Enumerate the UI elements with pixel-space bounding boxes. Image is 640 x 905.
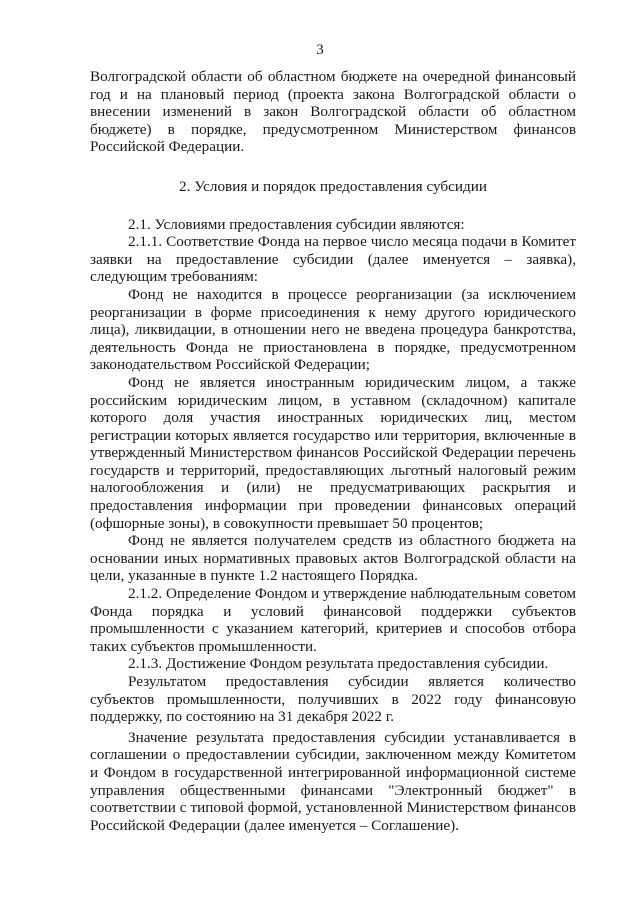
paragraph-2-1: 2.1. Условиями предоставления субсидии являются: bbox=[128, 215, 465, 233]
paragraph-2-1-3: 2.1.3. Достижение Фондом результата предоставления субсидии. bbox=[128, 655, 549, 673]
paragraph-no-reorganization: Фонд не находится в процессе реорганизации (за исключением реорганизации в форме присоединения к нему другого юридического лица), ликвидации, в отношении него не введена процедура банкротства, деятельность Фонда не приостановлена в порядке, предусмотренном законодательством Российской Федерации; bbox=[90, 285, 576, 374]
paragraph-not-foreign-entity: Фонд не является иностранным юридическим лицом, а также российским юридическим лицом, в уставном (складочном) капитале которого доля участия иностранных юридических лиц, местом регистрации которых является государство или территория, включенные в утвержденный Министерством финансов Российской Федерации перечень государств и территорий, предоставляющих льготный налоговый режим налогообложения и (или) не предусматривающих раскрытия и предоставления информации при проведении финансовых операций (офшорные зоны), в совокупности превышает 50 процентов; bbox=[90, 373, 576, 532]
section-heading: 2. Условия и порядок предоставления субсидии bbox=[179, 177, 487, 195]
paragraph-2-1-2: 2.1.2. Определение Фондом и утверждение наблюдательным советом Фонда порядка и условий финансовой поддержки субъектов промышленности с указанием категорий, критериев и способов отбора таких субъектов промышленности. bbox=[90, 585, 576, 655]
paragraph-not-other-recipient: Фонд не является получателем средств из областного бюджета на основании иных нормативных правовых актов Волгоградской области на цели, указанные в пункте 1.2 настоящего Порядка. bbox=[90, 532, 576, 585]
page-number: 3 bbox=[316, 42, 324, 58]
intro-paragraph: Волгоградской области об областном бюджете на очередной финансовый год и на плановый период (проекта закона Волгоградской области о внесении изменений в закон Волгоградской области об областном бюджете) в порядке, предусмотренном Министерством финансов Российской Федерации. bbox=[90, 68, 576, 156]
document-body bbox=[90, 68, 576, 834]
paragraph-2-1-1: 2.1.1. Соответствие Фонда на первое число месяца подачи в Комитет заявки на предоставление субсидии (далее именуется – заявка), следующим требованиям: bbox=[90, 233, 576, 286]
paragraph-result-value: Значение результата предоставления субсидии устанавливается в соглашении о предоставлении субсидии, заключенном между Комитетом и Фондом в государственной интегрированной информационной системе управления общественными финансами "Электронный бюджет" в соответствии с типовой формой, установленной Министерством финансов Российской Федерации (далее именуется – Соглашение). bbox=[90, 728, 576, 834]
paragraph-result-definition: Результатом предоставления субсидии является количество субъектов промышленности, получивших в 2022 году финансовую поддержку, по состоянию на 31 декабря 2022 г. bbox=[90, 673, 576, 726]
